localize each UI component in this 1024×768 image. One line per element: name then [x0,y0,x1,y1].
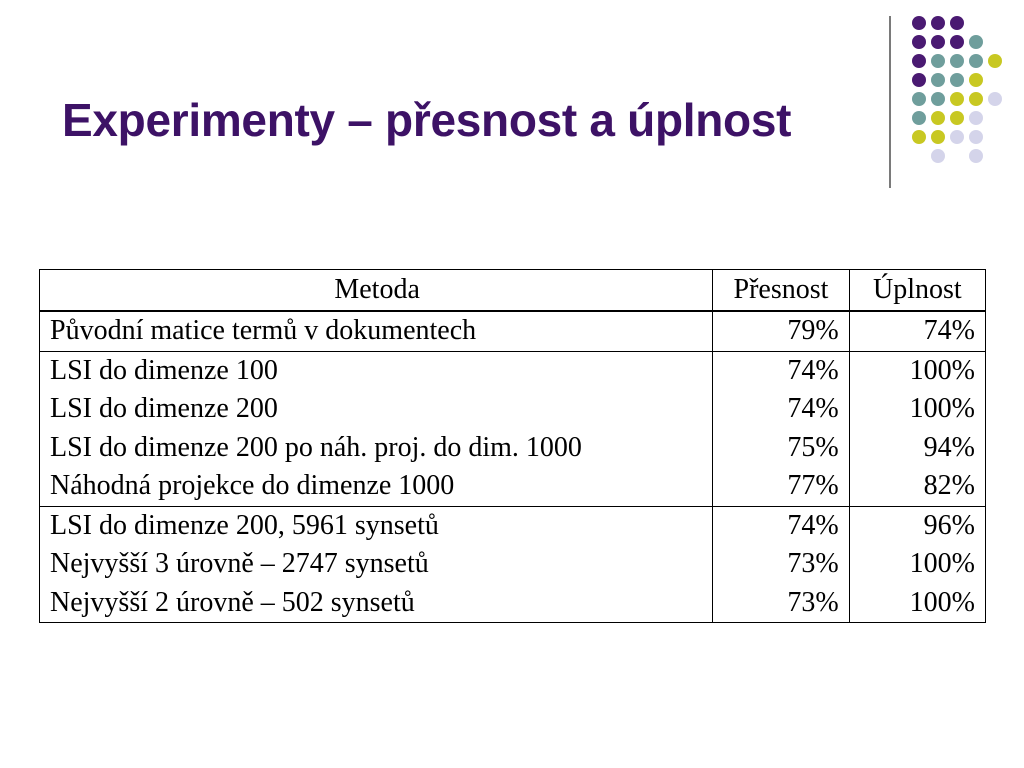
recall-cell: 100% [849,390,985,429]
method-cell: Náhodná projekce do dimenze 1000 [40,467,713,506]
decorative-dot [912,73,926,87]
method-cell: LSI do dimenze 200 po náh. proj. do dim. 1000 [50,431,582,463]
decorative-dot [988,92,1002,106]
slide-title: Experimenty – přesnost a úplnost [62,94,792,146]
precision-cell: 74% [713,351,849,390]
results-table [39,269,986,623]
decorative-dot [931,35,945,49]
decorative-dot [931,92,945,106]
decorative-dot [931,111,945,125]
method-cell: LSI do dimenze 200, 5961 synsetů [50,509,439,541]
decorative-dot [950,111,964,125]
table-row [40,390,986,429]
decorative-dot [912,92,926,106]
decorative-dot [931,149,945,163]
precision-cell: 77% [713,467,849,506]
decorative-dot [969,149,983,163]
precision-cell: 75% [713,429,849,468]
decorative-dot [931,54,945,68]
precision-cell: 79% [713,311,849,351]
precision-cell: 73% [713,545,849,584]
decorative-dot [969,130,983,144]
table-row [40,506,986,545]
decorative-dot [931,73,945,87]
table-row [40,351,986,390]
recall-cell: 100% [849,545,985,584]
decorative-dot [950,54,964,68]
decorative-dot [969,35,983,49]
precision-cell: 74% [713,506,849,545]
method-cell: Nejvyšší 2 úrovně – 502 synsetů [50,586,415,618]
decorative-dot [969,92,983,106]
decorative-dot [969,111,983,125]
precision-cell: 73% [713,584,849,623]
decorative-dot [912,16,926,30]
decorative-dot [969,54,983,68]
table-row [40,545,986,584]
decorative-dot [931,130,945,144]
decorative-dot [950,73,964,87]
table-row [40,584,986,623]
table-row [40,467,986,506]
decorative-dot [950,92,964,106]
decorative-dot [912,130,926,144]
table-header-row [40,270,986,312]
header-precision: Přesnost [713,270,849,312]
recall-cell: 94% [849,429,985,468]
header-recall: Úplnost [849,270,985,312]
decorative-dot [912,54,926,68]
recall-cell: 82% [849,467,985,506]
method-cell: LSI do dimenze 100 [50,354,278,386]
decorative-dot [988,54,1002,68]
recall-cell: 96% [849,506,985,545]
decorative-dot [950,16,964,30]
table-row [40,429,986,468]
header-method: Metoda [40,270,713,312]
decorative-dot [969,73,983,87]
decorative-dot [931,16,945,30]
decorative-dot [912,111,926,125]
title-divider-line [889,16,891,188]
method-cell: LSI do dimenze 200 [50,393,278,424]
decorative-dot [950,130,964,144]
method-cell: Nejvyšší 3 úrovně – 2747 synsetů [50,548,429,579]
decorative-dot [950,35,964,49]
precision-cell: 74% [713,390,849,429]
table-row [40,311,986,351]
decorative-dot [912,35,926,49]
method-cell: Původní matice termů v dokumentech [40,311,713,351]
recall-cell: 100% [849,584,985,623]
recall-cell: 100% [849,351,985,390]
recall-cell: 74% [849,311,985,351]
